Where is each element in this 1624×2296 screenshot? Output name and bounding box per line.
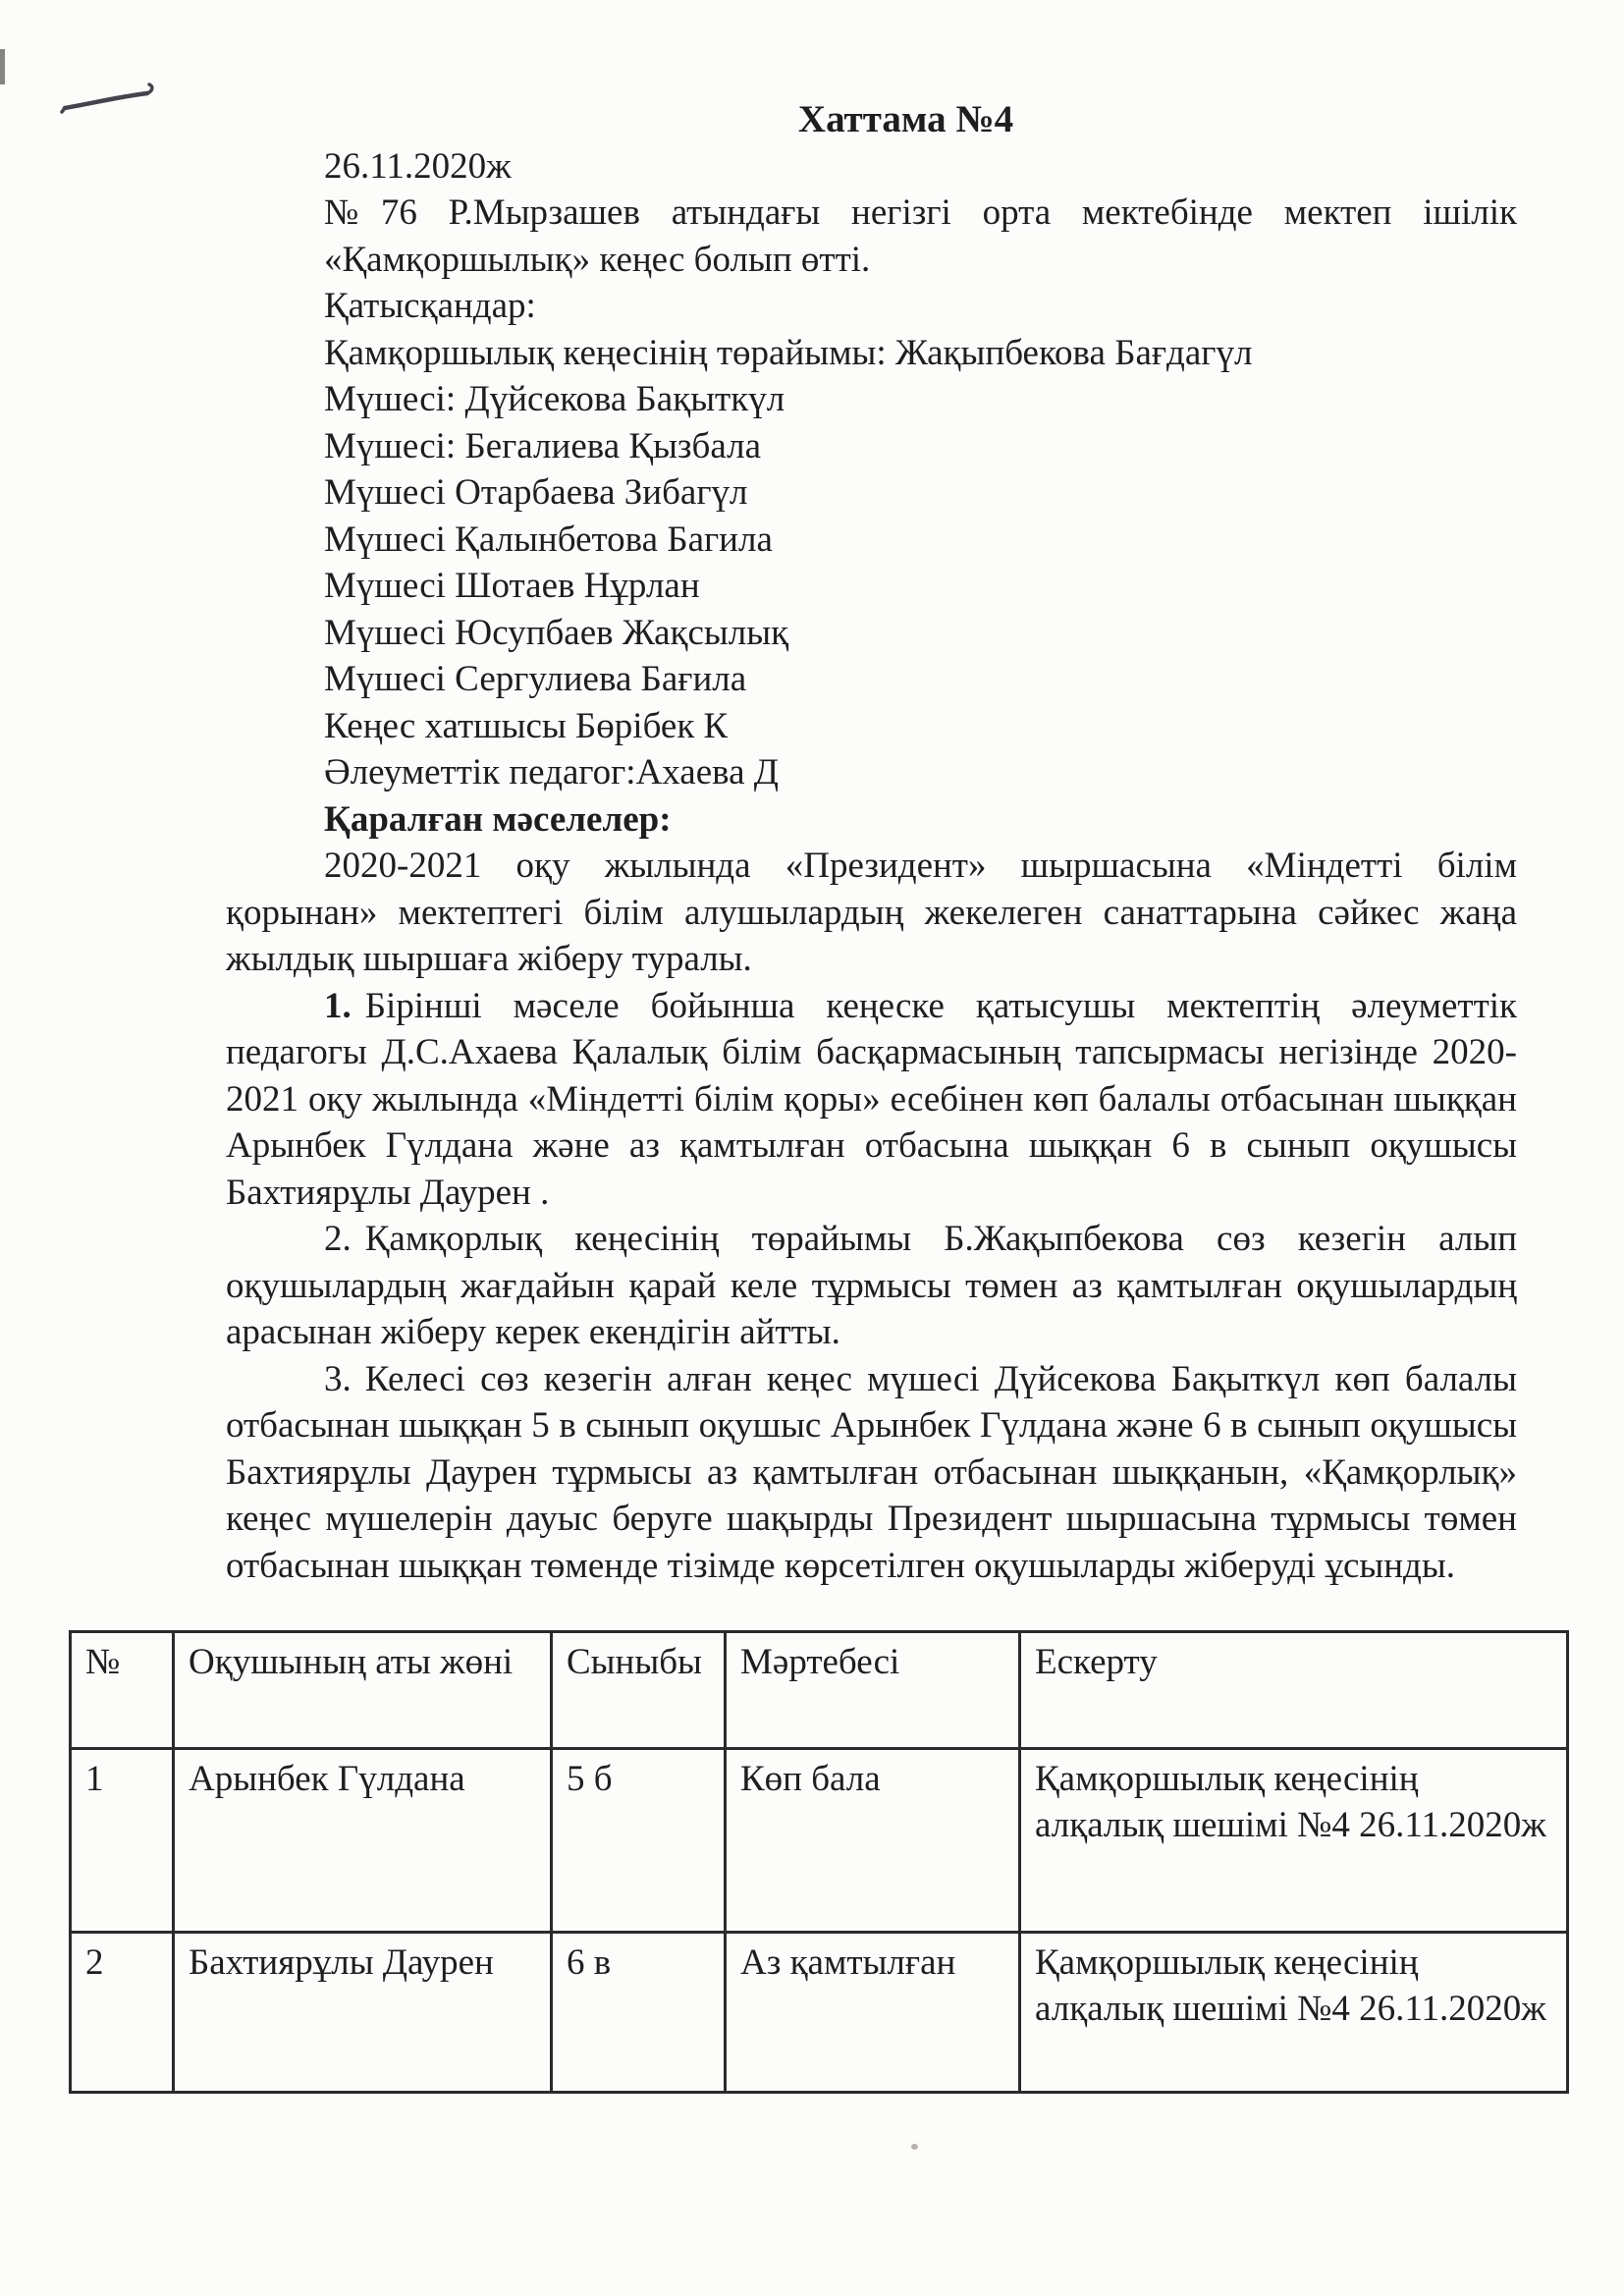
item-number: 1. xyxy=(324,985,352,1026)
table-row xyxy=(71,1749,1568,1933)
participant-line: Мүшесі Шотаев Нұрлан xyxy=(324,566,700,606)
cell-remark: Қамқоршылық кеңесінің алқалық шешімі №4 26.11.2020ж xyxy=(1020,1933,1568,2093)
participant-line: Мүшесі Отарбаева Зибагүл xyxy=(324,472,748,513)
item-number: 2. xyxy=(324,1219,352,1259)
participant-line: Кеңес хатшысы Бөрібек К xyxy=(324,705,729,746)
participant-line: Қамқоршылық кеңесінің төрайымы: Жақыпбекова Бағдагүл xyxy=(324,332,1253,373)
cell-status: Көп бала xyxy=(726,1749,1020,1933)
intro-paragraph: №76 Р.Мырзашев атындағы негізгі орта мектебінде мектеп ішілік «Қамқоршылық» кеңес болып өтті. xyxy=(324,192,1517,280)
cell-name: Арынбек Гүлдана xyxy=(174,1749,552,1933)
students-table xyxy=(69,1630,1569,2094)
table-row xyxy=(71,1933,1568,2093)
agenda-paragraph: 2020-2021 оқу жылында «Президент» шыршасына «Міндетті білім қорынан» мектептегі білім алушылардың жекелеген санаттарына сәйкес жаңа жылдық шыршаға жіберу туралы. xyxy=(226,846,1517,979)
column-header-name: Оқушының аты жөні xyxy=(174,1632,552,1749)
item-text: Келесі сөз кезегін алған кеңес мүшесі Дүйсекова Бақыткүл көп балалы отбасынан шыққан 5 в сынып оқушыс Арынбек Гүлдана және 6 в сынып оқушысы Бахтиярұлы Даурен тұрмысы аз қамтылған отбасынан шыққанын, «Қамқорлық» кеңес мүшелерін дауыс беруге шақырды Президент шыршасына тұрмысы төмен отбасынан шыққан төменде тізімде көрсетілген оқушыларды жіберуді ұсынды. xyxy=(226,1358,1517,1586)
participant-line: Мүшесі Қалынбетова Багила xyxy=(324,519,773,560)
pen-mark xyxy=(59,81,167,120)
participant-line: Мүшесі Сергулиева Бағила xyxy=(324,659,747,699)
column-header-grade: Сыныбы xyxy=(552,1632,726,1749)
scan-speck-artifact xyxy=(911,2144,918,2150)
cell-remark: Қамқоршылық кеңесінің алқалық шешімі №4 26.11.2020ж xyxy=(1020,1749,1568,1933)
cell-grade: 6 в xyxy=(552,1933,726,2093)
page-title: Хаттама №4 xyxy=(797,98,1014,140)
table-header-row xyxy=(71,1632,1568,1749)
participant-line: Мүшесі Юсупбаев Жақсылық xyxy=(324,612,789,653)
scan-edge-artifact xyxy=(0,49,5,84)
column-header-number: № xyxy=(71,1632,174,1749)
item-paragraph-2 xyxy=(226,1216,1517,1356)
column-header-status: Мәртебесі xyxy=(726,1632,1020,1749)
item-text: Қамқорлық кеңесінің төрайымы Б.Жақыпбекова сөз кезегін алып оқушылардың жағдайын қарай келе тұрмысы төмен аз қамтылған оқушылардың арасынан жіберу керек екендігін айтты. xyxy=(226,1219,1517,1352)
participant-line: Мүшесі: Дүйсекова Бақыткүл xyxy=(324,379,785,419)
date-line: 26.11.2020ж xyxy=(324,145,512,187)
participants-label: Қатысқандар: xyxy=(324,286,536,326)
cell-grade: 5 б xyxy=(552,1749,726,1933)
column-header-remark: Ескерту xyxy=(1020,1632,1568,1749)
item-text: Бірінші мәселе бойынша кеңеске қатысушы мектептің әлеуметтік педагогы Д.С.Ахаева Қалалық білім басқармасының тапсырмасы негізінде 2020-2021 оқу жылында «Міндетті білім қоры» есебінен көп балалы отбасынан шыққан Арынбек Гүлдана және аз қамтылған отбасына шыққан 6 в сынып оқушысы Бахтиярұлы Даурен . xyxy=(226,985,1517,1213)
item-paragraph-1 xyxy=(226,983,1517,1217)
participant-line: Әлеуметтік педагог:Ахаева Д xyxy=(324,752,780,793)
cell-status: Аз қамтылған xyxy=(726,1933,1020,2093)
cell-name: Бахтиярұлы Даурен xyxy=(174,1933,552,2093)
item-number: 3. xyxy=(324,1358,352,1399)
cell-number: 1 xyxy=(71,1749,174,1933)
cell-number: 2 xyxy=(71,1933,174,2093)
agenda-heading: Қаралған мәселелер: xyxy=(324,798,672,840)
document-body xyxy=(226,96,1517,1589)
item-paragraph-3 xyxy=(226,1356,1517,1590)
participant-line: Мүшесі: Бегалиева Қызбала xyxy=(324,425,762,466)
